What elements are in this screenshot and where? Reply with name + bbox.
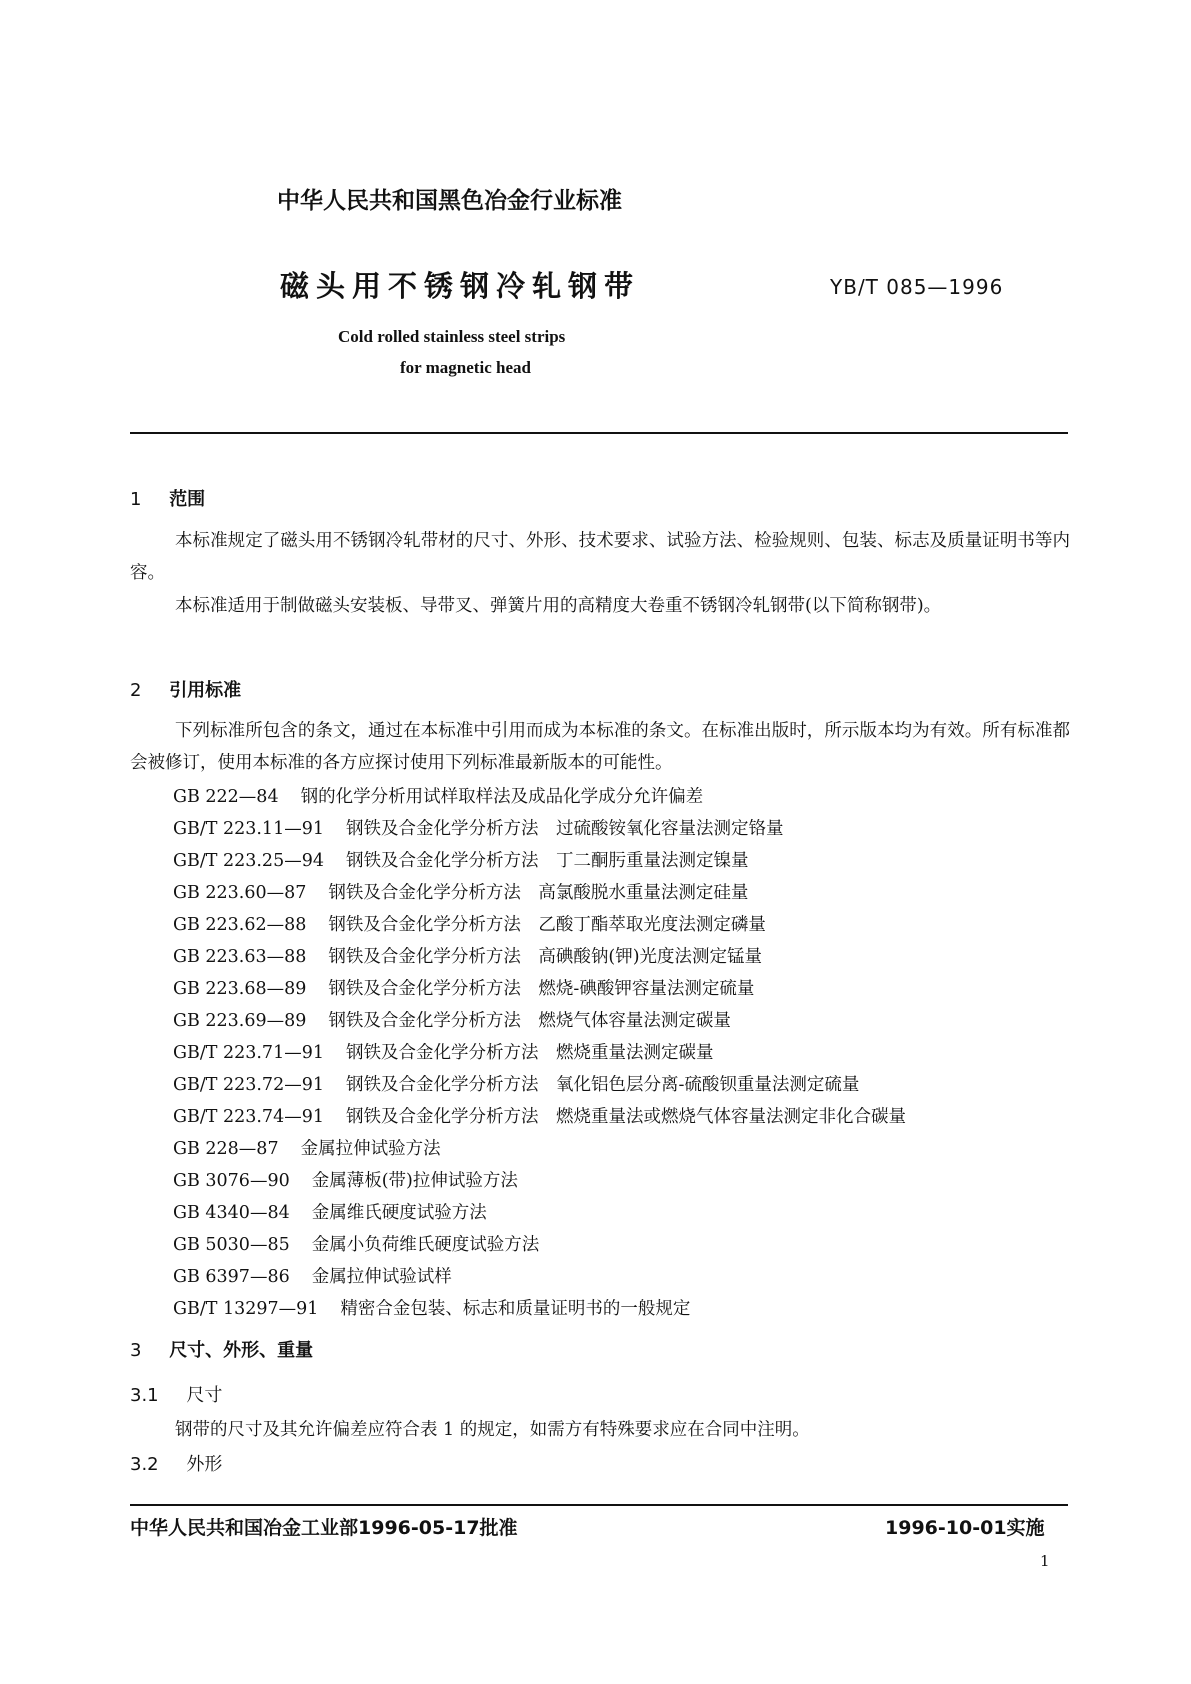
reference-title: 钢铁及合金化学分析方法 燃烧重量法测定碳量 [345, 1043, 714, 1063]
reference-code: GB/T 223.11—91 [173, 819, 324, 839]
reference-title: 精密合金包装、标志和质量证明书的一般规定 [340, 1299, 691, 1319]
reference-title: 钢铁及合金化学分析方法 丁二酮肟重量法测定镍量 [345, 851, 749, 871]
reference-code: GB/T 223.25—94 [173, 851, 324, 871]
subsection-3-1-paragraph: 钢带的尺寸及其允许偏差应符合表 1 的规定，如需方有特殊要求应在合同中注明。 [175, 1420, 810, 1440]
reference-title: 钢铁及合金化学分析方法 燃烧重量法或燃烧气体容量法测定非化合碳量 [345, 1107, 906, 1127]
effective-date: 1996-10-01实施 [885, 1517, 1045, 1539]
subsection-3-2-number: 3.2 [130, 1454, 159, 1475]
reference-code: GB 6397—86 [173, 1267, 290, 1287]
reference-code: GB/T 223.71—91 [173, 1043, 324, 1063]
reference-item [173, 1231, 539, 1256]
subsection-3-2-title: 外形 [186, 1454, 223, 1475]
subsection-3-1-heading [130, 1381, 222, 1407]
reference-item [173, 1103, 906, 1128]
reference-item [173, 911, 766, 936]
subsection-3-1-title: 尺寸 [186, 1385, 223, 1406]
footer-rule [130, 1504, 1068, 1506]
section-2-title: 引用标准 [169, 680, 242, 701]
reference-item [173, 847, 748, 872]
reference-title: 钢铁及合金化学分析方法 氧化铝色层分离-硫酸钡重量法测定硫量 [345, 1075, 860, 1095]
reference-code: GB/T 13297—91 [173, 1299, 319, 1319]
header-rule [130, 432, 1068, 434]
reference-title: 钢铁及合金化学分析方法 过硫酸铵氧化容量法测定铬量 [345, 819, 784, 839]
page-number: 1 [1040, 1552, 1050, 1570]
section-1-paragraph-1: 本标准规定了磁头用不锈钢冷轧带材的尺寸、外形、技术要求、试验方法、检验规则、包装、标志及质量证明书等内容。 [130, 531, 1070, 583]
issuer-heading: 中华人民共和国黑色冶金行业标准 [277, 188, 622, 214]
reference-code: GB/T 223.72—91 [173, 1075, 324, 1095]
reference-code: GB 4340—84 [173, 1203, 290, 1223]
section-3-heading [130, 1336, 313, 1362]
reference-code: GB 223.68—89 [173, 979, 307, 999]
section-1-heading [130, 485, 205, 511]
reference-item [173, 879, 748, 904]
reference-item [173, 783, 703, 808]
reference-item [173, 1135, 441, 1160]
section-1-number: 1 [130, 489, 142, 510]
reference-code: GB 223.63—88 [173, 947, 307, 967]
section-2-number: 2 [130, 680, 142, 701]
reference-title: 金属薄板(带)拉伸试验方法 [311, 1171, 518, 1191]
reference-item [173, 975, 754, 1000]
reference-item [173, 1199, 487, 1224]
reference-code: GB 223.69—89 [173, 1011, 307, 1031]
section-2-paragraph-1: 下列标准所包含的条文，通过在本标准中引用而成为本标准的条文。在标准出版时，所示版本均为有效。所有标准都会被修订，使用本标准的各方应探讨使用下列标准最新版本的可能性。 [130, 721, 1070, 773]
reference-title: 钢铁及合金化学分析方法 高碘酸钠(钾)光度法测定锰量 [328, 947, 763, 967]
reference-code: GB/T 223.74—91 [173, 1107, 324, 1127]
reference-title: 金属小负荷维氏硬度试验方法 [311, 1235, 540, 1255]
reference-code: GB 228—87 [173, 1139, 279, 1159]
document-title-cn: 磁头用不锈钢冷轧钢带 [280, 269, 641, 303]
reference-title: 金属维氏硬度试验方法 [311, 1203, 487, 1223]
reference-item [173, 1167, 518, 1192]
reference-code: GB 3076—90 [173, 1171, 290, 1191]
section-3-title: 尺寸、外形、重量 [169, 1340, 314, 1361]
reference-item [173, 943, 762, 968]
reference-code: GB 222—84 [173, 787, 279, 807]
subsection-3-2-heading [130, 1450, 222, 1476]
subsection-3-1-number: 3.1 [130, 1385, 159, 1406]
reference-title: 钢铁及合金化学分析方法 燃烧-碘酸钾容量法测定硫量 [328, 979, 755, 999]
document-title-en-line1: Cold rolled stainless steel strips [338, 327, 566, 346]
reference-item [173, 1263, 452, 1288]
reference-title: 钢铁及合金化学分析方法 燃烧气体容量法测定碳量 [328, 1011, 731, 1031]
reference-item [173, 1295, 690, 1320]
reference-code: GB 223.60—87 [173, 883, 307, 903]
reference-item [173, 1071, 859, 1096]
reference-code: GB 223.62—88 [173, 915, 307, 935]
reference-item [173, 815, 783, 840]
section-1-paragraph-2: 本标准适用于制做磁头安装板、导带叉、弹簧片用的高精度大卷重不锈钢冷轧钢带(以下简称钢带)。 [175, 596, 942, 616]
reference-title: 金属拉伸试验方法 [300, 1139, 441, 1159]
reference-title: 金属拉伸试验试样 [311, 1267, 452, 1287]
reference-title: 钢的化学分析用试样取样法及成品化学成分允许偏差 [300, 787, 704, 807]
standard-code: YB/T 085—1996 [830, 275, 1004, 299]
document-title-en-line2: for magnetic head [400, 358, 531, 377]
reference-code: GB 5030—85 [173, 1235, 290, 1255]
approval-statement: 中华人民共和国冶金工业部1996-05-17批准 [130, 1517, 518, 1539]
reference-title: 钢铁及合金化学分析方法 高氯酸脱水重量法测定硅量 [328, 883, 749, 903]
section-1-title: 范围 [169, 489, 206, 510]
reference-item [173, 1007, 731, 1032]
reference-title: 钢铁及合金化学分析方法 乙酸丁酯萃取光度法测定磷量 [328, 915, 766, 935]
section-3-number: 3 [130, 1340, 142, 1361]
section-2-heading [130, 676, 241, 702]
reference-item [173, 1039, 713, 1064]
